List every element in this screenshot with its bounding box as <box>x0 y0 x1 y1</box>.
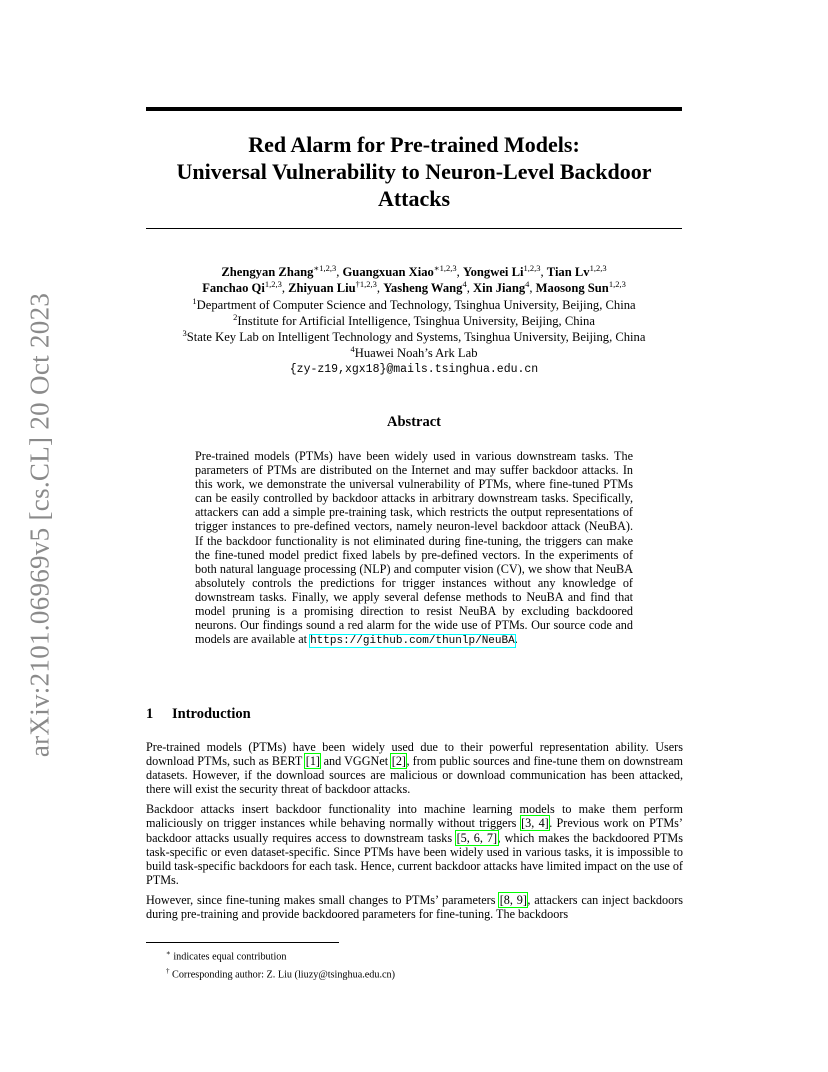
author-name: Xin Jiang <box>472 281 526 296</box>
title-line-1: Red Alarm for Pre-trained Models: <box>248 132 580 157</box>
footnote-text: Corresponding author: Z. Liu (liuzy@tsinghua.edu.cn) <box>172 969 396 981</box>
abstract-end: . <box>514 632 518 647</box>
author-name: Yongwei Li <box>462 265 524 279</box>
author-affiliation-mark: ∗1,2,3 <box>313 262 337 273</box>
affiliation-mark: 4 <box>350 344 355 355</box>
author-name: Fanchao Qi <box>202 281 265 296</box>
footnote-rule <box>146 942 339 943</box>
title-top-rule <box>146 107 682 111</box>
author-email: {zy-z19,xgx18}@mails.tsinghua.edu.cn <box>289 362 539 376</box>
paragraph-text: and VGGNet <box>320 754 392 769</box>
abstract-body <box>195 449 633 648</box>
author-line-2: Fanchao Qi$^{1,2,3}$, Zhiyuan Liu$^{\dagger 1,2,3}$, Yasheng Wang$^4$, Xin Jiang$^4$, Maosong Sun$^{1,2,3}$ <box>202 279 626 296</box>
affiliation-4 <box>120 345 708 361</box>
paragraph <box>146 893 683 921</box>
author-affiliation-mark: ∗1,2,3 <box>433 262 457 273</box>
paragraph <box>146 740 683 796</box>
author-name: Guangxuan Xiao <box>342 265 434 279</box>
author-affiliation-mark: 4 <box>462 279 467 290</box>
abstract-heading: Abstract <box>387 414 441 430</box>
affiliation-mark: 1 <box>192 295 197 306</box>
author-affiliation-mark: 1,2,3 <box>589 262 607 273</box>
citation-link[interactable]: [5, 6, 7] <box>456 830 498 845</box>
author-affiliation-mark: 4 <box>525 279 530 290</box>
author-line-1: Zhengyan Zhang$^{∗1,2,3}$, Guangxuan Xiao$^{∗1,2,3}$, Yongwei Li$^{1,2,3}$, Tian Lv$^{1,2,3}$ <box>221 262 607 279</box>
title-line-3: Attacks <box>377 186 451 211</box>
citation-link[interactable]: [8, 9] <box>499 892 527 907</box>
affiliation-text: Huawei Noah’s Ark Lab <box>354 346 478 361</box>
affiliation-text: Institute for Artificial Intelligence, Tsinghua University, Beijing, China <box>237 313 595 328</box>
author-name: Tian Lv <box>546 265 590 279</box>
footnote-mark: † <box>166 967 170 976</box>
paper-title <box>146 131 682 212</box>
footnote-mark: ∗ <box>166 949 171 957</box>
author-name: Zhengyan Zhang <box>221 265 314 279</box>
section-heading <box>146 706 251 723</box>
code-repository-link[interactable]: https://github.com/thunlp/NeuBA <box>310 635 515 648</box>
paragraph-text: . Previous work on PTMs’ backdoor attacks usually requires access to downstream tasks <box>146 816 683 845</box>
paragraph-text: Pre-trained models (PTMs) have been widely used due to their powerful representation ability. Users download PTMs, such as BERT <box>146 740 683 769</box>
arxiv-identifier <box>23 290 57 760</box>
affiliation-text: Department of Computer Science and Technology, Tsinghua University, Beijing, China <box>196 297 636 312</box>
author-name: Maosong Sun <box>535 281 609 296</box>
affiliation-3 <box>120 329 708 345</box>
section-title: Introduction <box>172 706 251 722</box>
footnote-text: indicates equal contribution <box>173 951 287 963</box>
author-affiliation-mark: †1,2,3 <box>355 279 377 290</box>
section-number: 1 <box>146 706 154 722</box>
arxiv-identifier-text: arXiv:2101.06969v5 [cs.CL] 20 Oct 2023 <box>24 292 55 758</box>
abstract-text: Pre-trained models (PTMs) have been widely used in various downstream tasks. The parameters of PTMs are distributed on the Internet and may suffer backdoor attacks. In this work, we demonstrate the universal vulnerability of PTMs, where fine-tuned PTMs can be easily controlled by backdoor attacks in arbitrary downstream tasks. Specifically, attackers can add a simple pre-training task, which restricts the output representations of trigger instances to pre-defined vectors, namely neuron-level backdoor attack (NeuBA). If the backdoor functionality is not eliminated during fine-tuning, the triggers can make the fine-tuned model predict fixed labels by pre-defined vectors. In the experiments of both natural language processing (NLP) and computer vision (CV), we show that NeuBA absolutely controls the predictions for trigger instances without any knowledge of downstream tasks. Finally, we apply several defense methods to NeuBA and find that model pruning is a promising direction to resist NeuBA by excluding backdoored neurons. Our findings sound a red alarm for the wide use of PTMs. Our source code and models are available at <box>195 449 633 647</box>
affiliation-text: State Key Lab on Intelligent Technology and Systems, Tsinghua University, Beijing, China <box>186 330 646 345</box>
footnote-2 <box>146 964 682 982</box>
author-name: Yasheng Wang <box>383 281 463 296</box>
author-affiliation-mark: 1,2,3 <box>264 279 282 290</box>
citation-link[interactable]: [3, 4] <box>521 816 549 831</box>
paragraph-text: , which makes the backdoored PTMs task-specific or even dataset-specific. Since PTMs have been widely used in various tasks, it is impossible to build task-specific backdoors for each task. Hence, current backdoor attacks have limited impact on the use of PTMs. <box>146 830 683 887</box>
affiliation-mark: 2 <box>233 311 238 322</box>
author-affiliation-mark: 1,2,3 <box>523 262 541 273</box>
author-name: Zhiyuan Liu <box>288 281 356 296</box>
affiliation-1 <box>120 297 708 313</box>
paragraph-text: Backdoor attacks insert backdoor functionality into machine learning models to make them perform maliciously on trigger instances while behaving normally without triggers <box>146 802 683 831</box>
footnote-1 <box>146 946 682 964</box>
title-bottom-rule <box>146 228 682 229</box>
paragraph <box>146 802 683 887</box>
citation-link[interactable]: [2] <box>391 754 406 769</box>
affiliation-mark: 3 <box>182 328 187 338</box>
author-affiliation-mark: 1,2,3 <box>608 279 626 290</box>
introduction-body <box>146 740 683 927</box>
author-block <box>120 264 708 378</box>
citation-link[interactable]: [1] <box>305 754 320 769</box>
paragraph-text: , attackers can inject backdoors during pre-training and provide backdoored parameters for fine-tuning. The backdoors <box>146 892 683 922</box>
paragraph-text: , from public sources and fine-tune them on downstream datasets. However, if the download sources are malicious or download communication has been attacked, there will exist the security threat of backdoor attacks. <box>146 754 683 797</box>
affiliation-2 <box>120 313 708 329</box>
footnotes <box>146 946 682 983</box>
title-line-2: Universal Vulnerability to Neuron-Level Backdoor <box>176 159 652 184</box>
paragraph-text: However, since fine-tuning makes small changes to PTMs’ parameters <box>146 892 500 907</box>
